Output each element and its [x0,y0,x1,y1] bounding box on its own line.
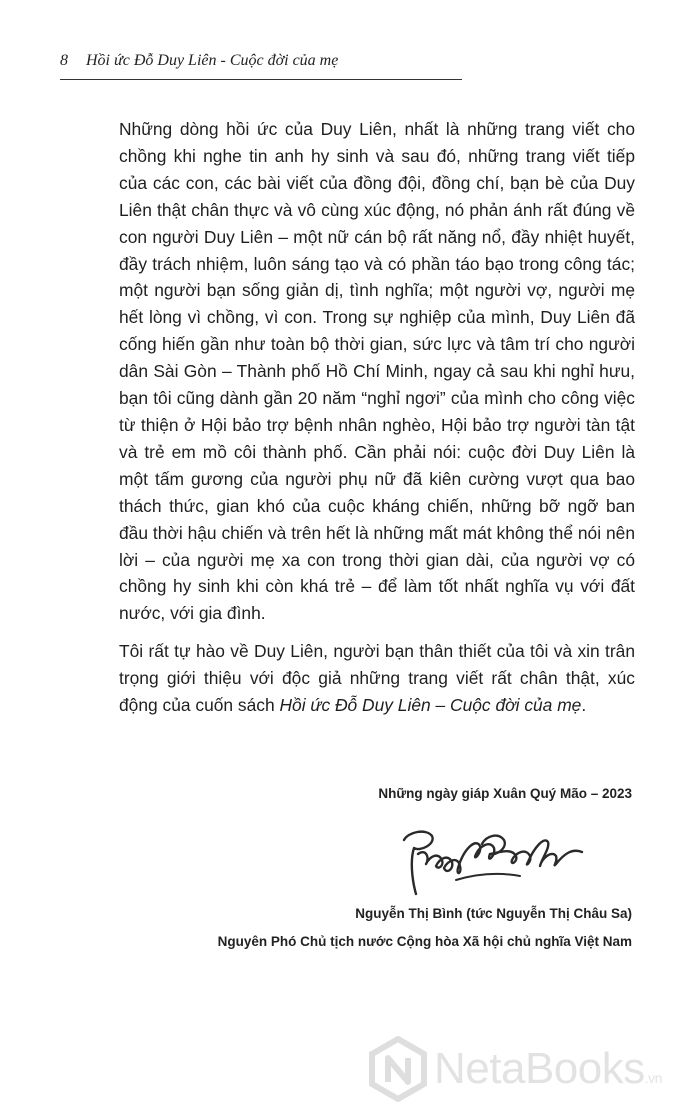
book-title: Hồi ức Đỗ Duy Liên – Cuộc đời của mẹ [279,695,582,716]
watermark-brand: NetaBooks [434,1044,645,1093]
body-text [119,116,635,719]
paragraph-2 [119,638,635,719]
handwritten-signature-icon [386,818,616,898]
watermark [368,1036,688,1102]
header-rule [60,79,462,80]
running-header [60,52,460,70]
page-number: 8 [60,52,68,69]
signer-name: Nguyễn Thị Bình (tức Nguyễn Thị Châu Sa) [355,906,632,921]
netabooks-logo-icon [368,1036,428,1102]
date-line: Những ngày giáp Xuân Quý Mão – 2023 [378,786,632,801]
signer-title: Nguyên Phó Chủ tịch nước Cộng hòa Xã hội chủ nghĩa Việt Nam [217,934,632,949]
paragraph-2-end: . [581,695,587,716]
running-title: Hồi ức Đỗ Duy Liên - Cuộc đời của mẹ [86,52,339,69]
watermark-text [434,1044,662,1094]
watermark-suffix: .vn [644,1070,662,1086]
paragraph-1: Những dòng hồi ức của Duy Liên, nhất là những trang viết cho chồng khi nghe tin anh hy sinh và sau đó, những trang viết tiếp của các con, các bài viết của đồng đội, đồng chí, bạn bè của Duy Liên thật chân thực và vô cùng xúc động, nó phản ánh rất đúng về con người Duy Liên – một nữ cán bộ rất năng nổ, đầy nhiệt huyết, đầy trách nhiệm, luôn sáng tạo và có phần táo bạo trong công tác; một người bạn sống giản dị, tình nghĩa; một người vợ, người mẹ hết lòng vì chồng, vì con. Trong sự nghiệp của mình, Duy Liên đã cống hiến gần như toàn bộ thời gian, sức lực và tâm trí cho người dân Sài Gòn – Thành phố Hồ Chí Minh, ngay cả sau khi nghỉ hưu, bạn tôi cũng dành gần 20 năm “nghỉ ngơi” của mình cho công việc từ thiện ở Hội bảo trợ bệnh nhân nghèo, Hội bảo trợ người tàn tật và trẻ em mồ côi thành phố. Cần phải nói: cuộc đời Duy Liên là một tấm gương của người phụ nữ đã kiên cường vượt qua bao thách thức, gian khó của cuộc kháng chiến, những bỡ ngỡ ban đầu thời hậu chiến và trên hết là những mất mát không thể nói nên lời – của người mẹ xa con trong thời gian dài, của người vợ có chồng hy sinh khi còn khá trẻ – để làm tốt nhất nghĩa vụ với đất nước, với gia đình. [119,119,635,624]
paragraph-2-lead: Tôi rất tự hào về Duy Liên, người bạn thân thiết của tôi và xin trân trọng giới thiệu với độc giả những trang viết rất chân thật, xúc động của cuốn sách [119,641,635,716]
